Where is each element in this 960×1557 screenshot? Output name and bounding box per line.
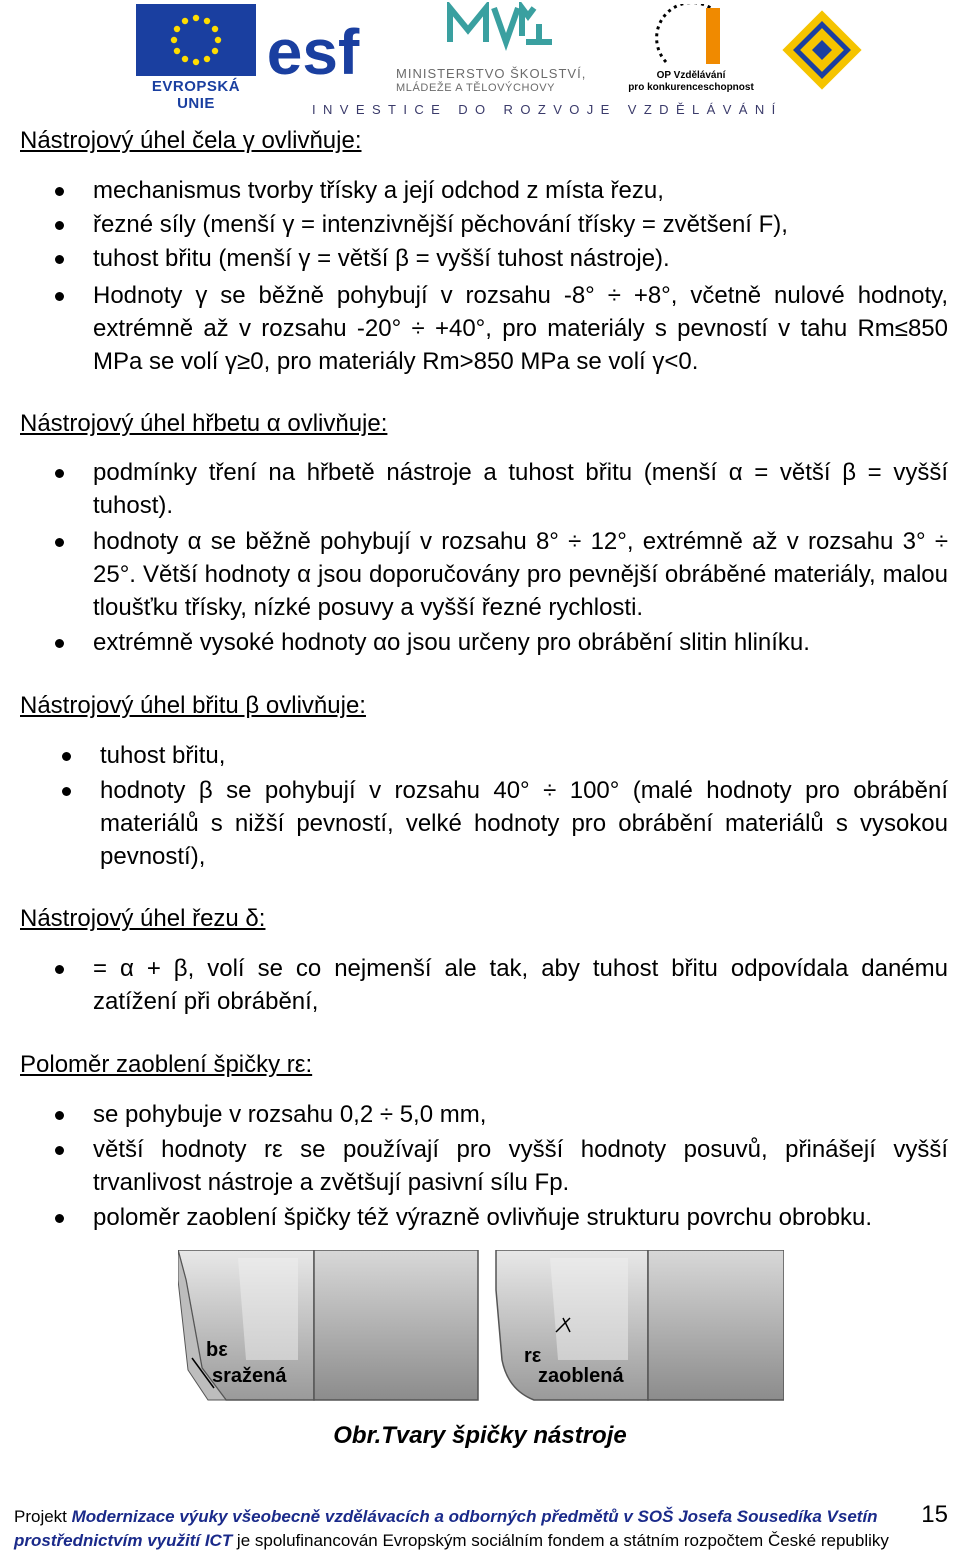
heading-rezu: Nástrojový úhel řezu δ: — [20, 905, 266, 932]
header-tagline: INVESTICE DO ROZVOJE VZDĚLÁVÁNÍ — [312, 102, 783, 117]
list-item: extrémně vysoké hodnoty αo jsou určeny pro obrábění slitin hliníku. — [93, 626, 953, 659]
esf-logo — [258, 4, 368, 94]
bullet-icon — [55, 965, 64, 974]
tool-tip-figure — [178, 1250, 784, 1420]
msmt-label-line2: MLÁDEŽE A TĚLOVÝCHOVY — [396, 82, 556, 94]
list-item: hodnoty α se běžně pohybují v rozsahu 8° ÷ 12°, extrémně až v rozsahu 3° ÷ 25°. Větší hodnoty α jsou doporučovány pro pevnější obráběné materiály, malou tloušťku třísky, nízké posuvy a vyšší řezné rychlosti. — [93, 525, 948, 624]
chamfer-label: sražená — [212, 1365, 287, 1387]
eu-label: EVROPSKÁ UNIE — [151, 78, 241, 112]
msmt-mark — [392, 2, 592, 64]
bullet-icon — [55, 639, 64, 648]
list-item: se pohybuje v rozsahu 0,2 ÷ 5,0 mm, — [93, 1098, 953, 1131]
list-item: podmínky tření na hřbetě nástroje a tuhost břitu (menší α = větší β = vyšší tuhost). — [93, 456, 948, 522]
op-mark — [626, 4, 756, 68]
bullet-icon — [55, 221, 64, 230]
bullet-icon — [62, 787, 71, 796]
esf-label: esf — [266, 16, 360, 88]
heading-hrbetu: Nástrojový úhel hřbetu α ovlivňuje: — [20, 410, 388, 437]
list-item: hodnoty β se pohybují v rozsahu 40° ÷ 100° (malé hodnoty pro obrábění materiálů s nižší pevností, velké hodnoty pro obrábění materiálů s vysokou pevností), — [100, 774, 948, 873]
heading-britu: Nástrojový úhel břitu β ovlivňuje: — [20, 692, 366, 719]
eu-logo — [136, 4, 256, 112]
school-logo — [782, 10, 862, 90]
bullet-icon — [55, 292, 64, 301]
radius-label: zaoblená — [538, 1365, 624, 1387]
bullet-icon — [55, 187, 64, 196]
msmt-logo — [392, 2, 592, 98]
bullet-icon — [55, 469, 64, 478]
heading-cela: Nástrojový úhel čela γ ovlivňuje: — [20, 127, 362, 154]
list-item: tuhost břitu, — [100, 739, 950, 772]
list-item: Hodnoty γ se běžně pohybují v rozsahu -8° ÷ +8°, včetně nulové hodnoty, extrémně až v rozsahu -20° ÷ +40°, pro materiály s pevností v tahu Rm≤850 MPa se volí γ≥0, pro materiály Rm>850 MPa se volí γ<0. — [93, 279, 948, 378]
list-item: mechanismus tvorby třísky a její odchod z místa řezu, — [93, 174, 953, 207]
chamfer-symbol: bε — [206, 1339, 228, 1361]
op-logo — [626, 4, 756, 96]
footer-line2: prostřednictvím využití ICT je spolufinancován Evropským sociálním fondem a státním rozpočtem České republiky — [14, 1531, 889, 1550]
page-number: 15 — [921, 1501, 948, 1528]
op-label-line1: OP Vzdělávání — [656, 70, 726, 81]
list-item: = α + β, volí se co nejmenší ale tak, aby tuhost břitu odpovídala danému zatížení při obrábění, — [93, 952, 948, 1018]
footer-line1: Projekt Modernizace výuky všeobecně vzdělávacích a odborných předmětů v SOŠ Josefa Sousedíka Vsetín — [14, 1507, 878, 1526]
eu-flag — [136, 4, 256, 76]
bullet-icon — [62, 752, 71, 761]
footer — [14, 1501, 954, 1553]
msmt-label-line1: MINISTERSTVO ŠKOLSTVÍ, — [396, 66, 587, 81]
radius-symbol: rε — [524, 1345, 542, 1367]
list-item: větší hodnoty rε se používají pro vyšší hodnoty posuvů, přinášejí vyšší trvanlivost nástroje a zvětšují pasivní sílu Fp. — [93, 1133, 948, 1199]
heading-polomer: Poloměr zaoblení špičky rε: — [20, 1051, 313, 1078]
list-item: tuhost břitu (menší γ = větší β = vyšší tuhost nástroje). — [93, 242, 953, 275]
bullet-icon — [55, 538, 64, 547]
bullet-icon — [55, 1146, 64, 1155]
list-item: řezné síly (menší γ = intenzivnější pěchování třísky = zvětšení F), — [93, 208, 953, 241]
list-item: poloměr zaoblení špičky též výrazně ovlivňuje strukturu povrchu obrobku. — [93, 1201, 953, 1234]
bullet-icon — [55, 255, 64, 264]
bullet-icon — [55, 1111, 64, 1120]
bullet-icon — [55, 1214, 64, 1223]
figure-caption: Obr.Tvary špičky nástroje — [333, 1422, 627, 1449]
op-label-line2: pro konkurenceschopnost — [628, 82, 754, 93]
